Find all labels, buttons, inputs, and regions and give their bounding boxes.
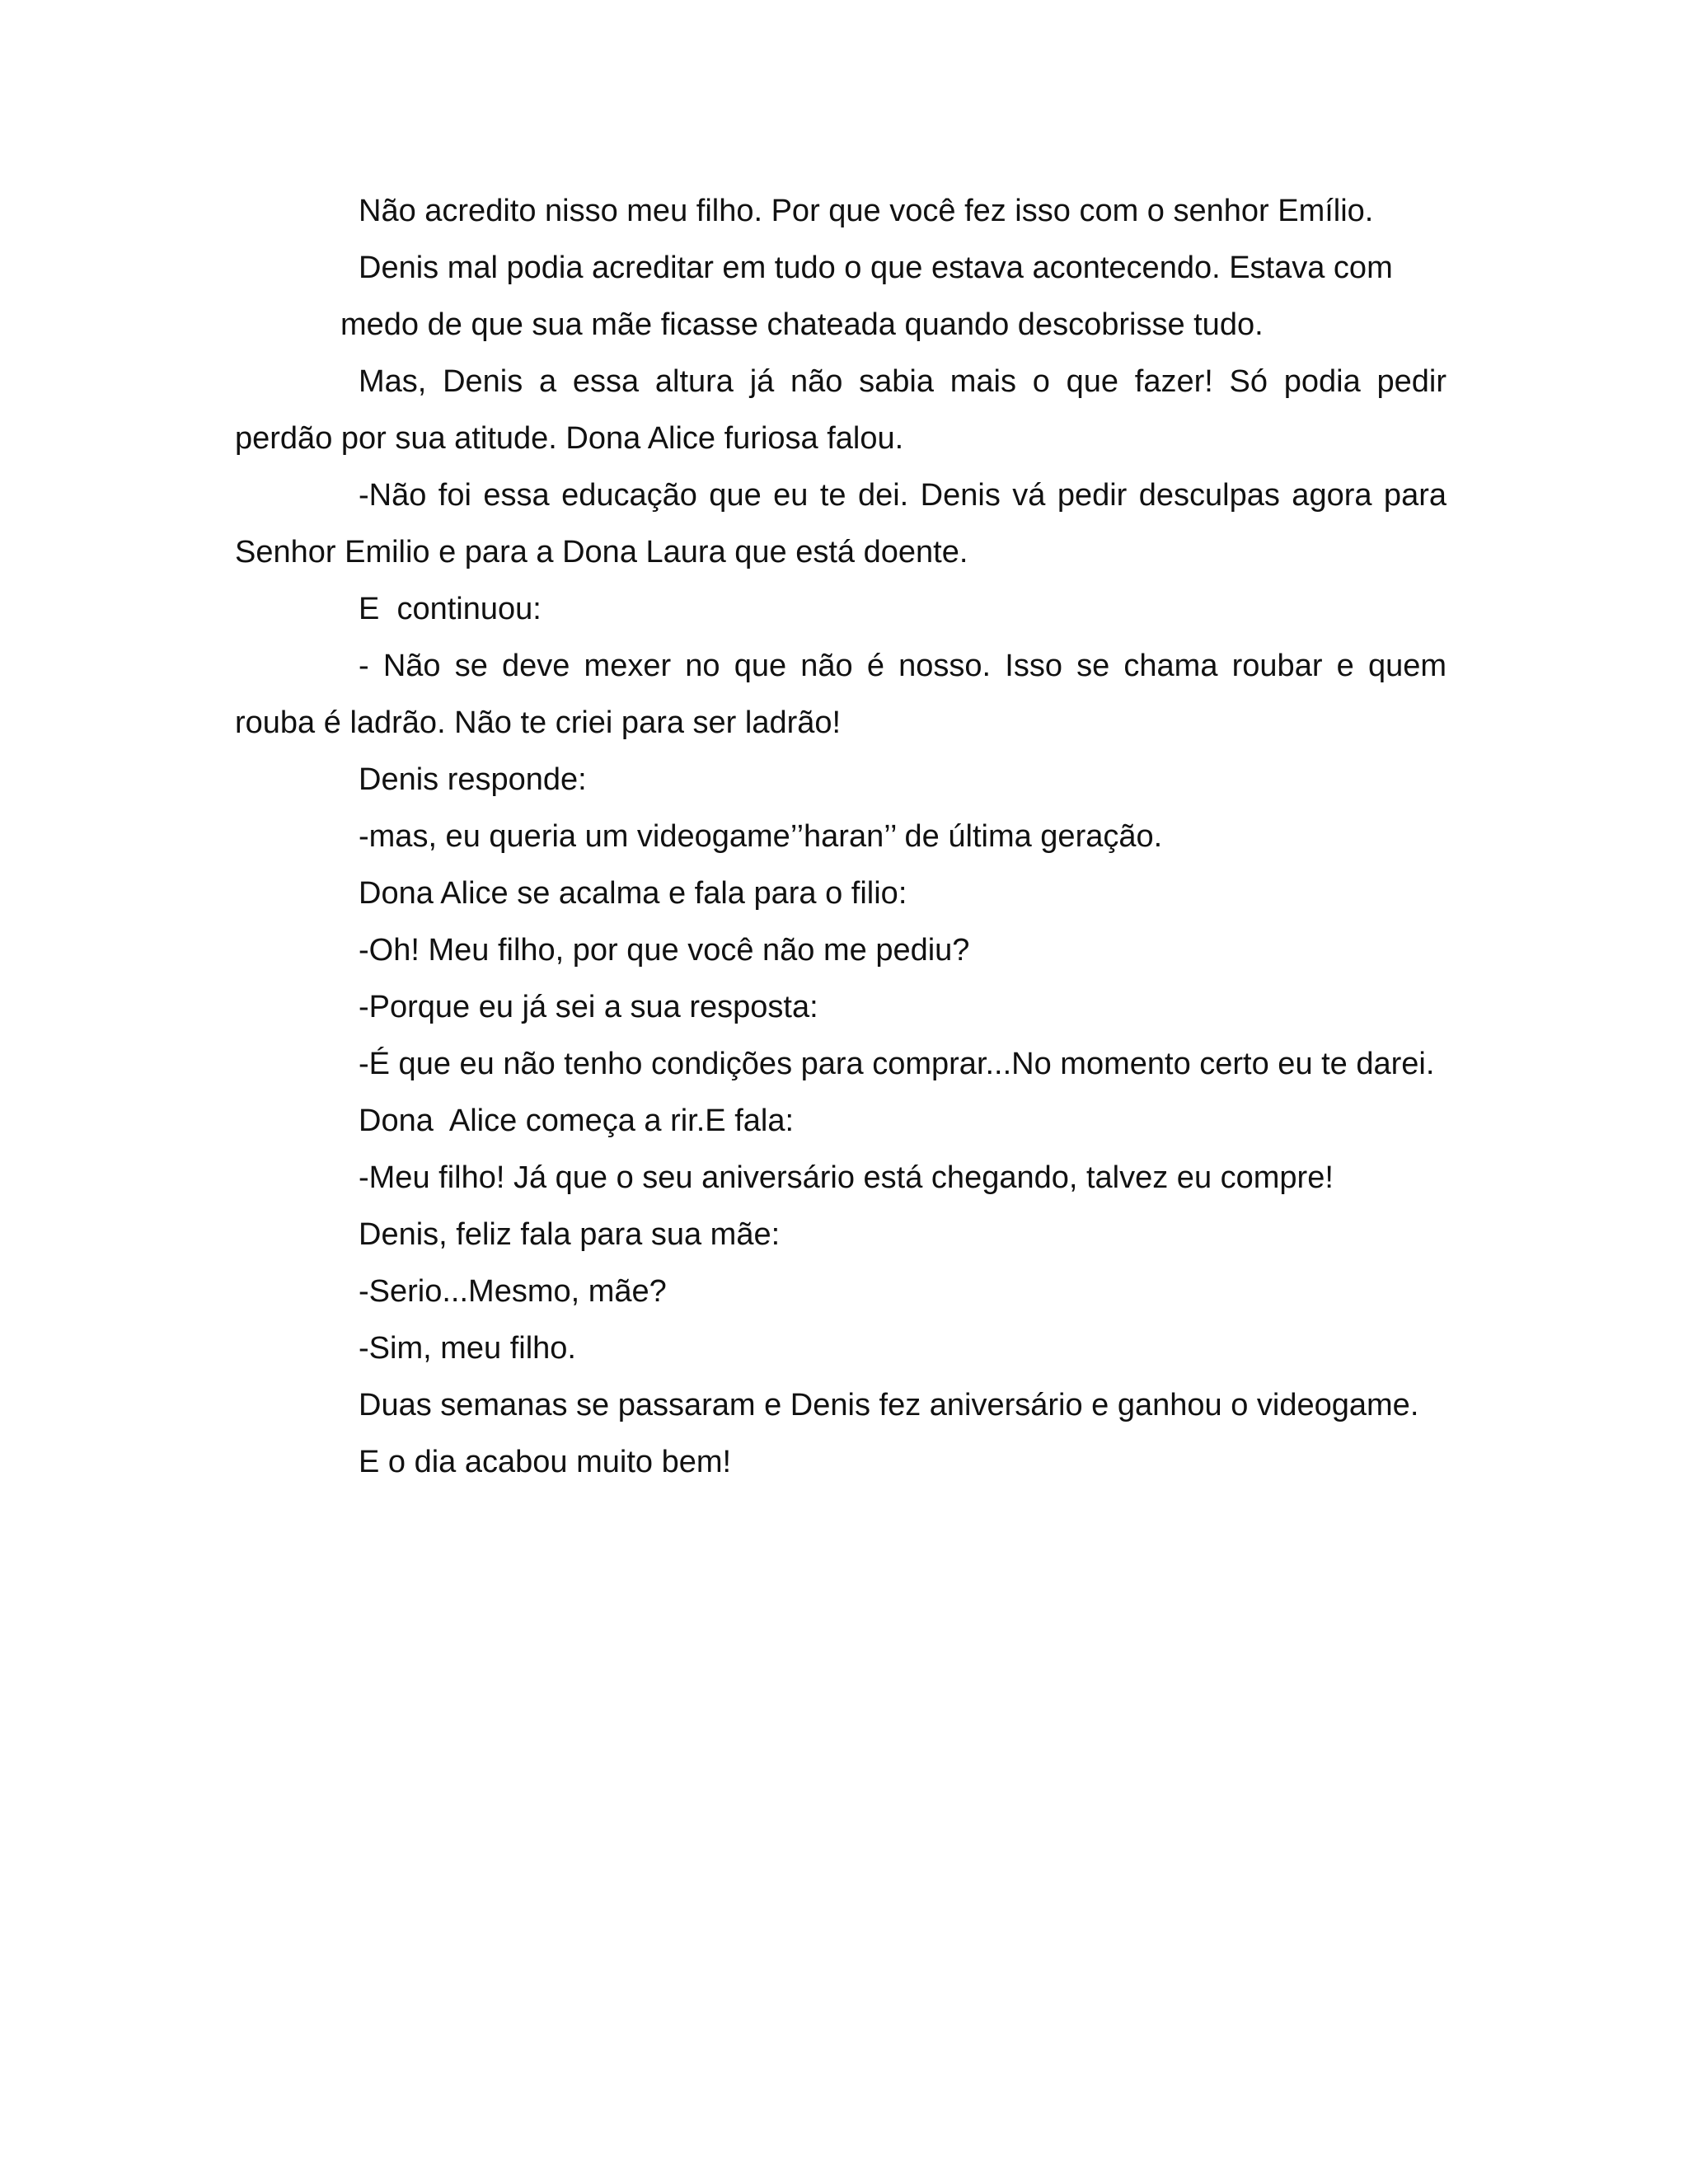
paragraph-14: -Meu filho! Já que o seu aniversário está chegando, talvez eu compre!	[359, 1160, 1334, 1195]
paragraph-6: - Não se deve mexer no que não é nosso. Isso se chama roubar e quem rouba é ladrão. Não te criei para ser ladrão!	[235, 649, 1447, 740]
paragraph-2-line-1: Denis mal podia acreditar em tudo o que estava acontecendo. Estava com	[359, 251, 1393, 285]
paragraph-16: -Serio...Mesmo, mãe?	[359, 1274, 667, 1309]
paragraph-13: Dona Alice começa a rir.E fala:	[359, 1104, 795, 1138]
paragraph-15: Denis, feliz fala para sua mãe:	[359, 1217, 781, 1252]
paragraph-12: -É que eu não tenho condições para comprar...No momento certo eu te darei.	[359, 1047, 1435, 1081]
paragraph-5: E continuou:	[359, 592, 542, 626]
paragraph-1: Não acredito nisso meu filho. Por que você fez isso com o senhor Emílio.	[359, 194, 1374, 228]
paragraph-3: Mas, Denis a essa altura já não sabia mais o que fazer! Só podia pedir perdão por sua atitude. Dona Alice furiosa falou.	[235, 364, 1447, 456]
paragraph-2	[235, 240, 1447, 354]
paragraph-4: -Não foi essa educação que eu te dei. Denis vá pedir desculpas agora para Senhor Emilio e para a Dona Laura que está doente.	[235, 478, 1447, 569]
story-text	[235, 183, 1447, 1491]
paragraph-18: Duas semanas se passaram e Denis fez aniversário e ganhou o videogame.	[359, 1388, 1419, 1422]
paragraph-10: -Oh! Meu filho, por que você não me pediu?	[359, 933, 970, 968]
paragraph-7: Denis responde:	[359, 762, 587, 797]
paragraph-11: -Porque eu já sei a sua resposta:	[359, 990, 818, 1024]
paragraph-2-line-2: medo de que sua mãe ficasse chateada quando descobrisse tudo.	[340, 307, 1264, 342]
paragraph-19: E o dia acabou muito bem!	[359, 1445, 732, 1479]
paragraph-8: -mas, eu queria um videogame’’haran’’ de última geração.	[359, 819, 1163, 854]
paragraph-17: -Sim, meu filho.	[359, 1331, 576, 1366]
paragraph-9: Dona Alice se acalma e fala para o filio:	[359, 876, 907, 911]
